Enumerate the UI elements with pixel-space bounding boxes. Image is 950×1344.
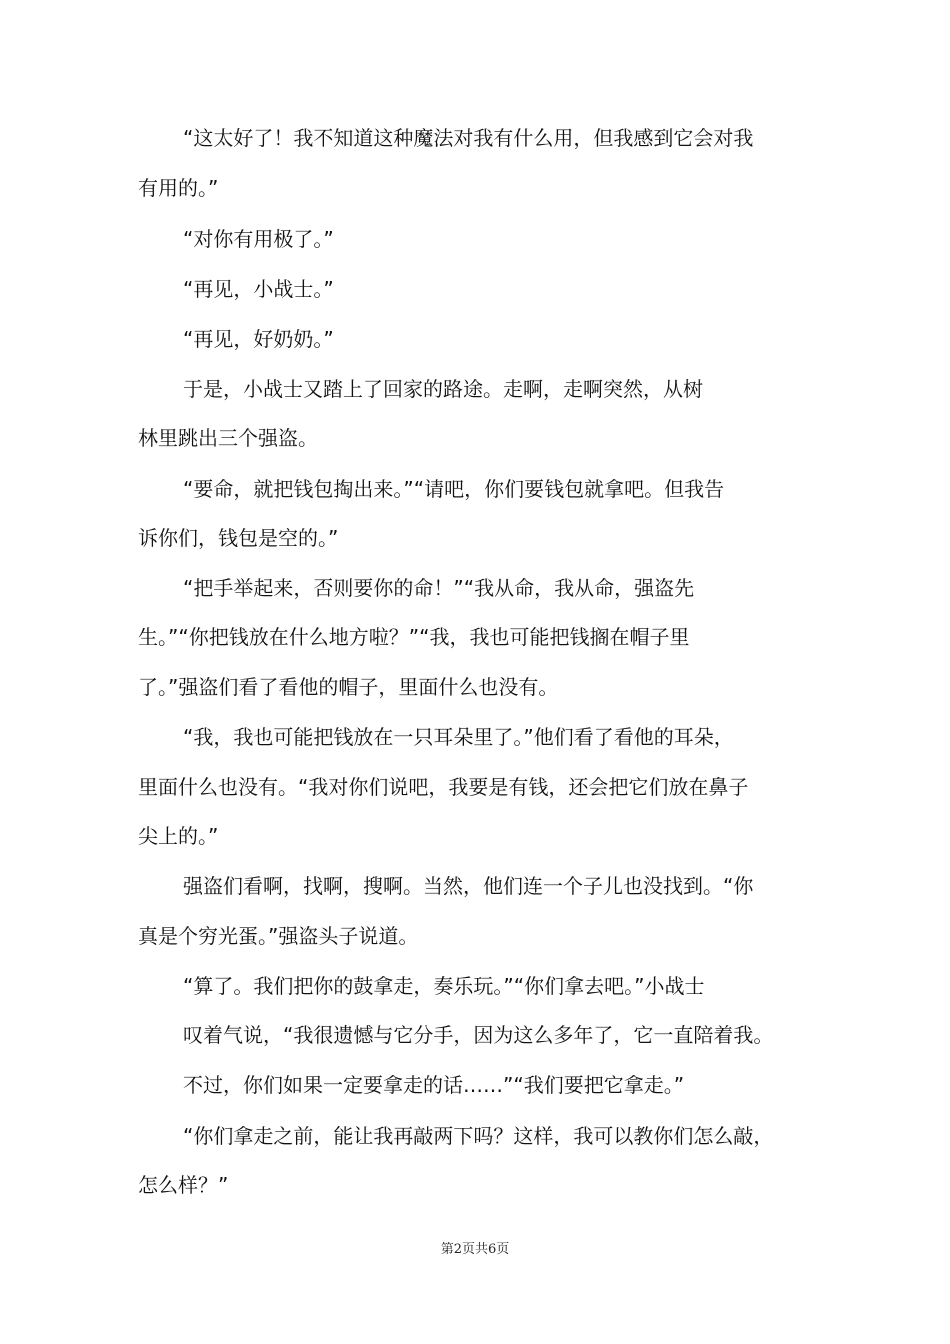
text-line: “算了。我们把你的鼓拿走，奏乐玩。”“你们拿去吧。”小战士 [183,974,705,998]
text-line: “再见，好奶奶。” [183,327,334,351]
text-line: “你们拿走之前，能让我再敲两下吗？这样，我可以教你们怎么敲， [183,1124,774,1148]
text-line: 了。”强盗们看了看他的帽子，里面什么也没有。 [138,675,559,699]
text-line: “再见，小战士。” [183,277,334,301]
text-line: “把手举起来，否则要你的命！”“我从命，我从命，强盗先 [183,576,695,600]
text-line: 于是，小战士又踏上了回家的路途。走啊，走啊突然，从树 [183,377,703,401]
text-line: 尖上的。” [138,824,219,848]
text-line: 不过，你们如果一定要拿走的话……”“我们要把它拿走。” [183,1073,685,1097]
text-line: 林里跳出三个强盗。 [138,426,318,450]
text-line: 强盗们看啊，找啊，搜啊。当然，他们连一个子儿也没找到。“你 [183,874,754,898]
text-line: 生。”“你把钱放在什么地方啦？”“我，我也可能把钱搁在帽子里 [138,625,690,649]
text-line: “要命，就把钱包掏出来。”“请吧，你们要钱包就拿吧。但我告 [183,477,725,501]
text-line: “这太好了！我不知道这种魔法对我有什么用，但我感到它会对我 [183,126,754,150]
text-line: 怎么样？” [138,1173,229,1197]
text-line: 叹着气说，“我很遗憾与它分手，因为这么多年了，它一直陪着我。 [183,1023,774,1047]
text-line: 诉你们，钱包是空的。” [138,526,339,550]
text-line: “我，我也可能把钱放在一只耳朵里了。”他们看了看他的耳朵， [183,725,734,749]
page-number-footer: 第2页共6页 [440,1242,510,1257]
text-line: 里面什么也没有。“我对你们说吧，我要是有钱，还会把它们放在鼻子 [138,775,749,799]
text-line: 有用的。” [138,176,219,200]
text-line: “对你有用极了。” [183,227,334,251]
text-line: 真是个穷光蛋。”强盗头子说道。 [138,924,419,948]
